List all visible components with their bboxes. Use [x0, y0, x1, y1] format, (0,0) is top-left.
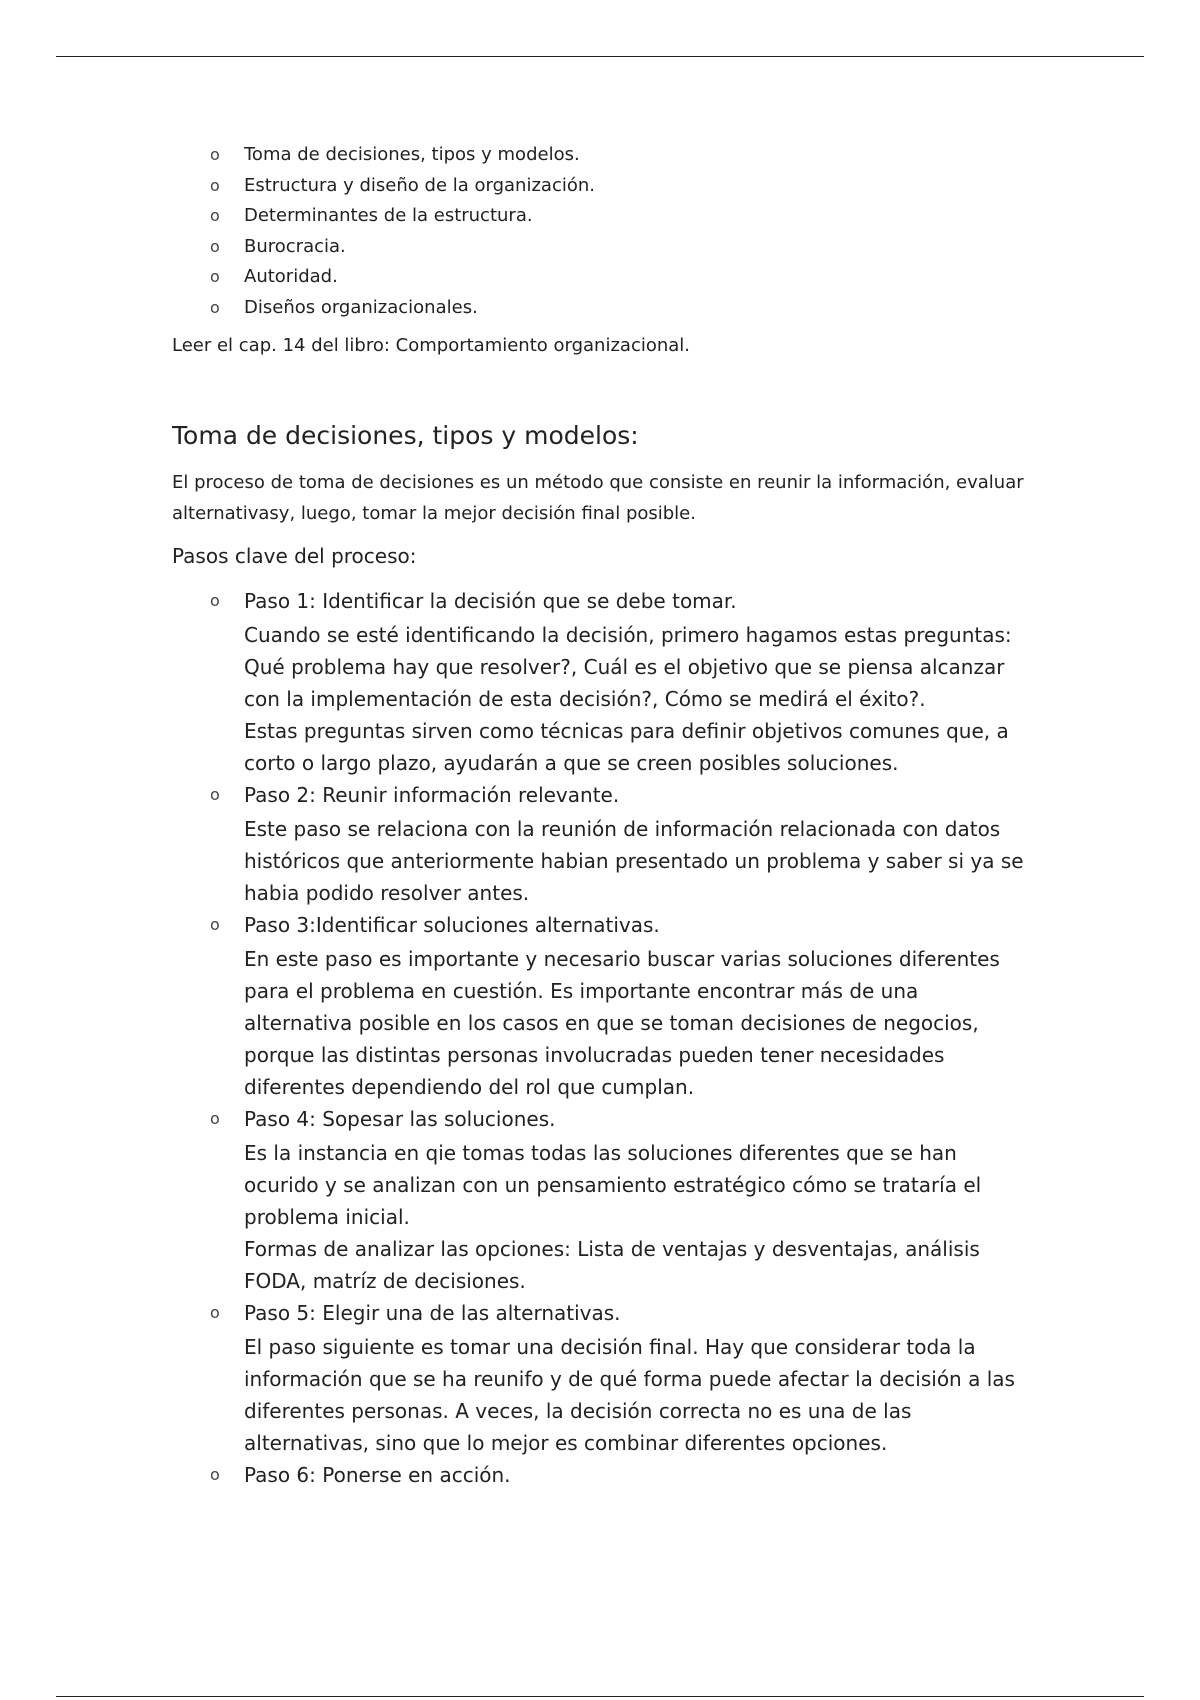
step-title: Paso 6: Ponerse en acción.	[244, 1463, 511, 1487]
step-title: Paso 3:Identificar soluciones alternativas.	[244, 913, 660, 937]
step-item	[210, 779, 1032, 909]
document-body	[172, 140, 1032, 1491]
topic-item: o Autoridad.	[244, 262, 1032, 293]
step-item	[210, 1103, 1032, 1297]
step-paragraph: Cuando se esté identificando la decisión, primero hagamos estas preguntas: Qué problema hay que resolver?, Cuál es el objetivo que se piensa alcanzar con la implementación de esta decisión?, Cómo se medirá el éxito?.	[244, 623, 1012, 711]
step-paragraph: Es la instancia en qie tomas todas las soluciones diferentes que se han ocurido y se analizan con un pensamiento estratégico cómo se trataría el problema inicial.	[244, 1141, 982, 1229]
step-paragraph: El paso siguiente es tomar una decisión final. Hay que considerar toda la información que se ha reunifo y de qué forma puede afectar la decisión a las diferentes personas. A veces, la decisión correcta no es una de las alternativas, sino que lo mejor es combinar diferentes opciones.	[244, 1335, 1015, 1455]
circle-bullet-icon: o	[210, 915, 220, 934]
circle-bullet-icon: o	[210, 297, 220, 317]
step-item	[210, 909, 1032, 1103]
steps-list	[172, 585, 1032, 1491]
step-item	[210, 585, 1032, 779]
step-item	[210, 1297, 1032, 1459]
step-paragraph: Este paso se relaciona con la reunión de información relacionada con datos históricos que anteriormente habian presentado un problema y saber si ya se habia podido resolver antes.	[244, 817, 1024, 905]
topic-item: o Burocracia.	[244, 232, 1032, 263]
step-title: Paso 5: Elegir una de las alternativas.	[244, 1301, 621, 1325]
intro-paragraph: El proceso de toma de decisiones es un método que consiste en reunir la información, evaluar alternativasy, luego, tomar la mejor decisión final posible.	[172, 472, 1024, 524]
topic-list	[172, 140, 1032, 323]
topic-item: o Estructura y diseño de la organización.	[244, 171, 1032, 202]
header-rule	[56, 56, 1144, 57]
step-title: Paso 1: Identificar la decisión que se debe tomar.	[244, 589, 737, 613]
reading-assignment: Leer el cap. 14 del libro: Comportamiento organizacional.	[172, 335, 691, 356]
circle-bullet-icon: o	[210, 175, 220, 195]
topic-item: o Determinantes de la estructura.	[244, 201, 1032, 232]
circle-bullet-icon: o	[210, 785, 220, 804]
circle-bullet-icon: o	[210, 267, 220, 286]
step-title: Paso 4: Sopesar las soluciones.	[244, 1107, 556, 1131]
section-heading: Toma de decisiones, tipos y modelos:	[172, 421, 639, 450]
footer-rule	[56, 1696, 1144, 1697]
topic-item: o Toma de decisiones, tipos y modelos.	[244, 140, 1032, 171]
circle-bullet-icon: o	[210, 236, 220, 256]
step-paragraph: En este paso es importante y necesario buscar varias soluciones diferentes para el problema en cuestión. Es importante encontrar más de una alternativa posible en los casos en que se toman decisiones de negocios, porque las distintas personas involucradas pueden tener necesidades diferentes dependiendo del rol que cumplan.	[244, 947, 1000, 1099]
topic-item: o Diseños organizacionales.	[244, 293, 1032, 324]
steps-intro: Pasos clave del proceso:	[172, 544, 417, 568]
step-paragraph: Estas preguntas sirven como técnicas para definir objetivos comunes que, a corto o largo plazo, ayudarán a que se creen posibles soluciones.	[244, 719, 1009, 775]
step-paragraph: Formas de analizar las opciones: Lista de ventajas y desventajas, análisis FODA, matríz de decisiones.	[244, 1237, 980, 1293]
circle-bullet-icon: o	[210, 1465, 220, 1484]
circle-bullet-icon: o	[210, 1109, 220, 1128]
step-item	[210, 1459, 1032, 1491]
step-title: Paso 2: Reunir información relevante.	[244, 783, 620, 807]
circle-bullet-icon: o	[210, 145, 220, 164]
circle-bullet-icon: o	[210, 591, 220, 610]
circle-bullet-icon: o	[210, 206, 220, 225]
circle-bullet-icon: o	[210, 1303, 220, 1322]
